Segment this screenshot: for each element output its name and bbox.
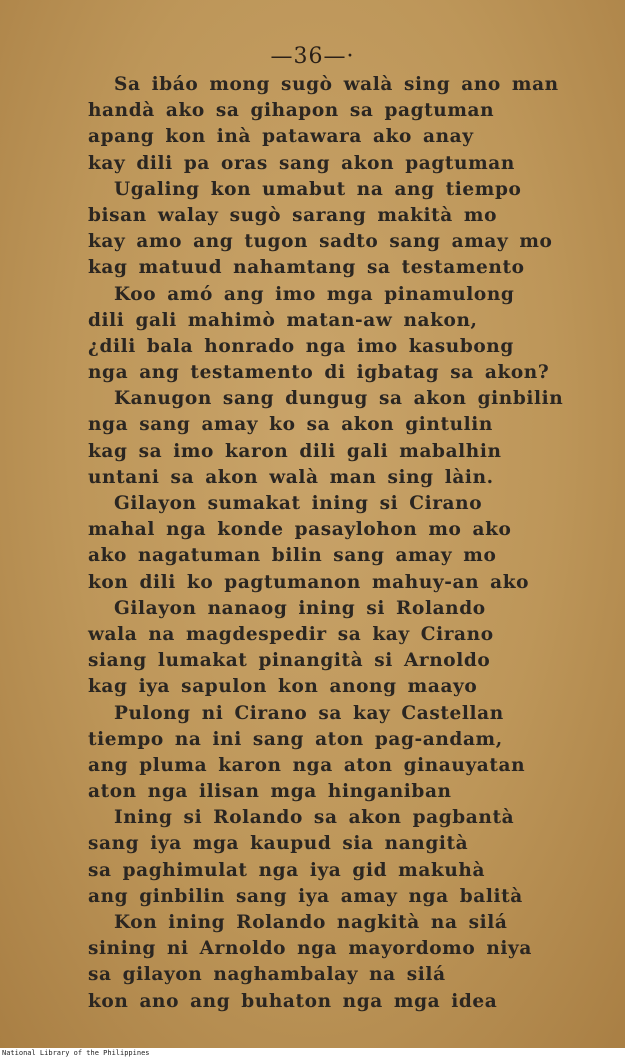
poem-line: sa gilayon naghambalay na silá bbox=[88, 964, 446, 986]
poem-line: ¿dili bala honrado nga imo kasubong bbox=[88, 335, 514, 357]
footer-credit: National Library of the Philippines bbox=[2, 1049, 150, 1057]
poem-line: ako nagatuman bilin sang amay mo bbox=[88, 545, 497, 567]
stanza bbox=[88, 596, 588, 701]
poem-line: sining ni Arnoldo nga mayordomo niya bbox=[88, 938, 532, 960]
poem-line: kon dili ko pagtumanon mahuy-an ako bbox=[88, 571, 530, 593]
poem-line: Ining si Rolando sa akon pagbantà bbox=[114, 807, 515, 829]
poem-line: wala na magdespedir sa kay Cirano bbox=[88, 623, 494, 645]
stanza bbox=[88, 805, 588, 910]
poem-line: Pulong ni Cirano sa kay Castellan bbox=[114, 702, 504, 724]
poem-line: Sa ibáo mong sugò walà sing ano man bbox=[114, 74, 559, 95]
poem-line: handà ako sa gihapon sa pagtuman bbox=[88, 100, 495, 122]
poem-line: kon ano ang buhaton nga mga idea bbox=[88, 990, 498, 1012]
stanza bbox=[88, 910, 588, 1015]
poem-line: Kanugon sang dungug sa akon ginbilin bbox=[114, 388, 564, 410]
poem-text bbox=[88, 72, 588, 1015]
poem-line: nga sang amay ko sa akon gintulin bbox=[88, 414, 493, 436]
poem-line: siang lumakat pinangità si Arnoldo bbox=[88, 650, 491, 672]
stanza bbox=[88, 72, 588, 177]
poem-line: tiempo na ini sang aton pag-andam, bbox=[88, 728, 503, 750]
poem-line: kay dili pa oras sang akon pagtuman bbox=[88, 152, 515, 174]
poem-line: dili gali mahimò matan-aw nakon, bbox=[88, 309, 478, 331]
poem-line: Koo amó ang imo mga pinamulong bbox=[114, 283, 515, 305]
stanza bbox=[88, 701, 588, 806]
footer-bar bbox=[0, 1048, 625, 1058]
poem-line: ang ginbilin sang iya amay nga balità bbox=[88, 885, 523, 907]
stanza bbox=[88, 491, 588, 596]
poem-line: Gilayon nanaog ining si Rolando bbox=[114, 597, 486, 619]
poem-line: bisan walay sugò sarang makità mo bbox=[88, 204, 498, 226]
poem-line: ang pluma karon nga aton ginauyatan bbox=[88, 754, 526, 776]
poem-line: mahal nga konde pasaylohon mo ako bbox=[88, 519, 512, 541]
poem-line: kag matuud nahamtang sa testamento bbox=[88, 257, 525, 279]
stanza bbox=[88, 386, 588, 491]
poem-line: sang iya mga kaupud sia nangità bbox=[88, 833, 469, 855]
poem-line: kay amo ang tugon sadto sang amay mo bbox=[88, 231, 553, 253]
poem-line: Kon ining Rolando nagkità na silá bbox=[114, 912, 508, 933]
poem-line: nga ang testamento di igbatag sa akon? bbox=[88, 362, 550, 384]
poem-line: Gilayon sumakat ining si Cirano bbox=[114, 493, 483, 514]
stanza bbox=[88, 282, 588, 387]
poem-line: aton nga ilisan mga hinganiban bbox=[88, 781, 452, 803]
poem-line: apang kon inà patawara ako anay bbox=[88, 126, 474, 148]
poem-line: kag sa imo karon dili gali mabalhin bbox=[88, 440, 502, 462]
stanza bbox=[88, 177, 588, 282]
poem-line: sa paghimulat nga iya gid makuhà bbox=[88, 859, 486, 881]
poem-line: kag iya sapulon kon anong maayo bbox=[88, 676, 478, 698]
page-number: —36—· bbox=[270, 44, 355, 69]
poem-line: Ugaling kon umabut na ang tiempo bbox=[114, 178, 522, 200]
poem-line: untani sa akon walà man sing làin. bbox=[88, 466, 494, 488]
